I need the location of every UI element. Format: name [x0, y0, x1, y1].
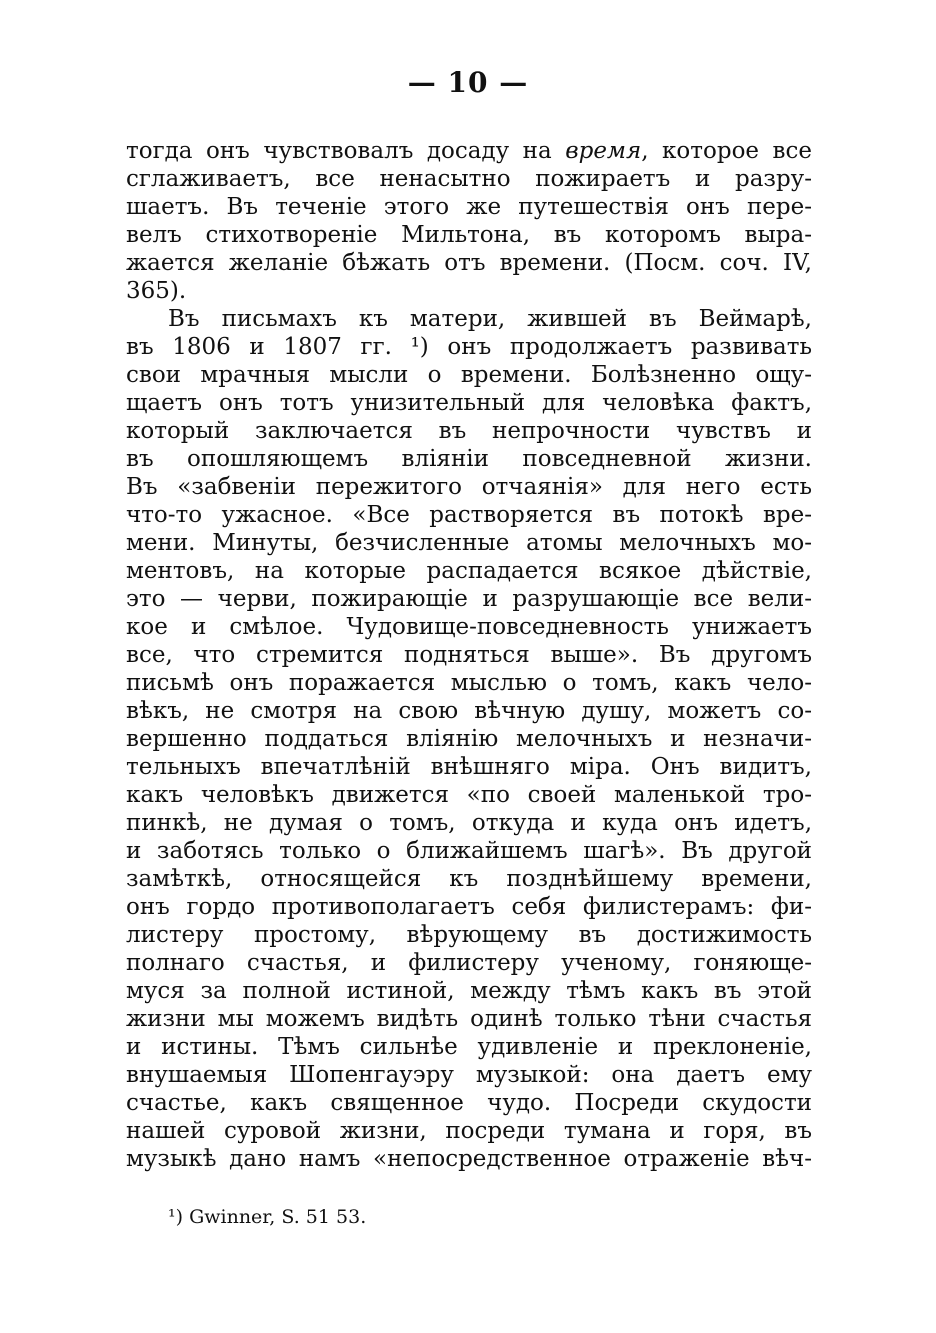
- text-line: и заботясь только о ближайшемъ шагѣ». Въ другой: [126, 838, 812, 864]
- text-line: и истины. Тѣмъ сильнѣе удивленіе и преклоненіе,: [126, 1034, 812, 1060]
- paragraph-1: [126, 137, 812, 305]
- text-line: что-то ужасное. «Все растворяется въ потокѣ вре-: [126, 502, 812, 528]
- text-line: ментовъ, на которые распадается всякое дѣйствіе,: [126, 558, 812, 584]
- text-line: листеру простому, вѣрующему въ достижимость: [126, 922, 812, 948]
- text-line: муся за полной истиной, между тѣмъ какъ въ этой: [126, 978, 812, 1004]
- footnote: ¹) Gwinner, S. 51 53.: [168, 1206, 367, 1228]
- text-line: онъ гордо противополагаетъ себя филистерамъ: фи-: [126, 894, 812, 920]
- text-line: въ 1806 и 1807 гг. ¹) онъ продолжаетъ развивать: [126, 334, 812, 360]
- page-number: — 10 —: [407, 66, 529, 99]
- text-line: тельныхъ впечатлѣній внѣшняго міра. Онъ видитъ,: [126, 754, 812, 780]
- text-line: кое и смѣлое. Чудовище-повседневность унижаетъ: [126, 614, 812, 640]
- text-line: нашей суровой жизни, посреди тумана и горя, въ: [126, 1118, 812, 1144]
- text-line: пинкѣ, не думая о томъ, откуда и куда онъ идетъ,: [126, 810, 812, 836]
- text-line: Въ «забвеніи пережитого отчаянія» для него есть: [126, 474, 812, 500]
- text-line: полнаго счастья, и филистеру ученому, гоняюще-: [126, 950, 812, 976]
- text-line: письмѣ онъ поражается мыслью о томъ, какъ чело-: [126, 670, 812, 696]
- text-line: замѣткѣ, относящейся къ позднѣйшему времени,: [126, 866, 812, 892]
- text-line: шаетъ. Въ теченіе этого же путешествія онъ пере-: [126, 194, 812, 220]
- text-line: тогда онъ чувствовалъ досаду на время, которое все: [126, 138, 812, 164]
- text-line: музыкѣ дано намъ «непосредственное отраженіе вѣч-: [126, 1146, 812, 1172]
- emphasized-word: время: [565, 138, 642, 164]
- text-line: Въ письмахъ къ матери, жившей въ Веймарѣ,: [168, 306, 812, 332]
- body-text: [126, 137, 812, 1173]
- text-line: какъ человѣкъ движется «по своей маленькой тро-: [126, 782, 812, 808]
- text-line: въ опошляющемъ вліяніи повседневной жизни.: [126, 446, 812, 472]
- text-line: свои мрачныя мысли о времени. Болѣзненно ощу-: [126, 362, 812, 388]
- text-line: жается желаніе бѣжать отъ времени. (Посм. соч. IV,: [126, 250, 812, 276]
- text-line: вѣкъ, не смотря на свою вѣчную душу, можетъ со-: [126, 698, 812, 724]
- text-line: все, что стремится подняться выше». Въ другомъ: [126, 642, 812, 668]
- text-line: счастье, какъ священное чудо. Посреди скудости: [126, 1090, 812, 1116]
- text-line: который заключается въ непрочности чувствъ и: [126, 418, 812, 444]
- text-line: это — черви, пожирающіе и разрушающіе все вели-: [126, 586, 812, 612]
- text-line: 365).: [126, 278, 187, 304]
- text-line: велъ стихотвореніе Мильтона, въ которомъ выра-: [126, 222, 812, 248]
- text-line: щаетъ онъ тотъ унизительный для человѣка фактъ,: [126, 390, 812, 416]
- text-line: сглаживаетъ, все ненасытно пожираетъ и разру-: [126, 166, 812, 192]
- text-line: мени. Минуты, безчисленные атомы мелочныхъ мо-: [126, 530, 812, 556]
- text-line: жизни мы можемъ видѣть одинѣ только тѣни счастья: [126, 1006, 812, 1032]
- paragraph-2: [126, 305, 812, 1173]
- text-line: внушаемыя Шопенгауэру музыкой: она даетъ ему: [126, 1062, 812, 1088]
- text-line: вершенно поддаться вліянію мелочныхъ и незначи-: [126, 726, 812, 752]
